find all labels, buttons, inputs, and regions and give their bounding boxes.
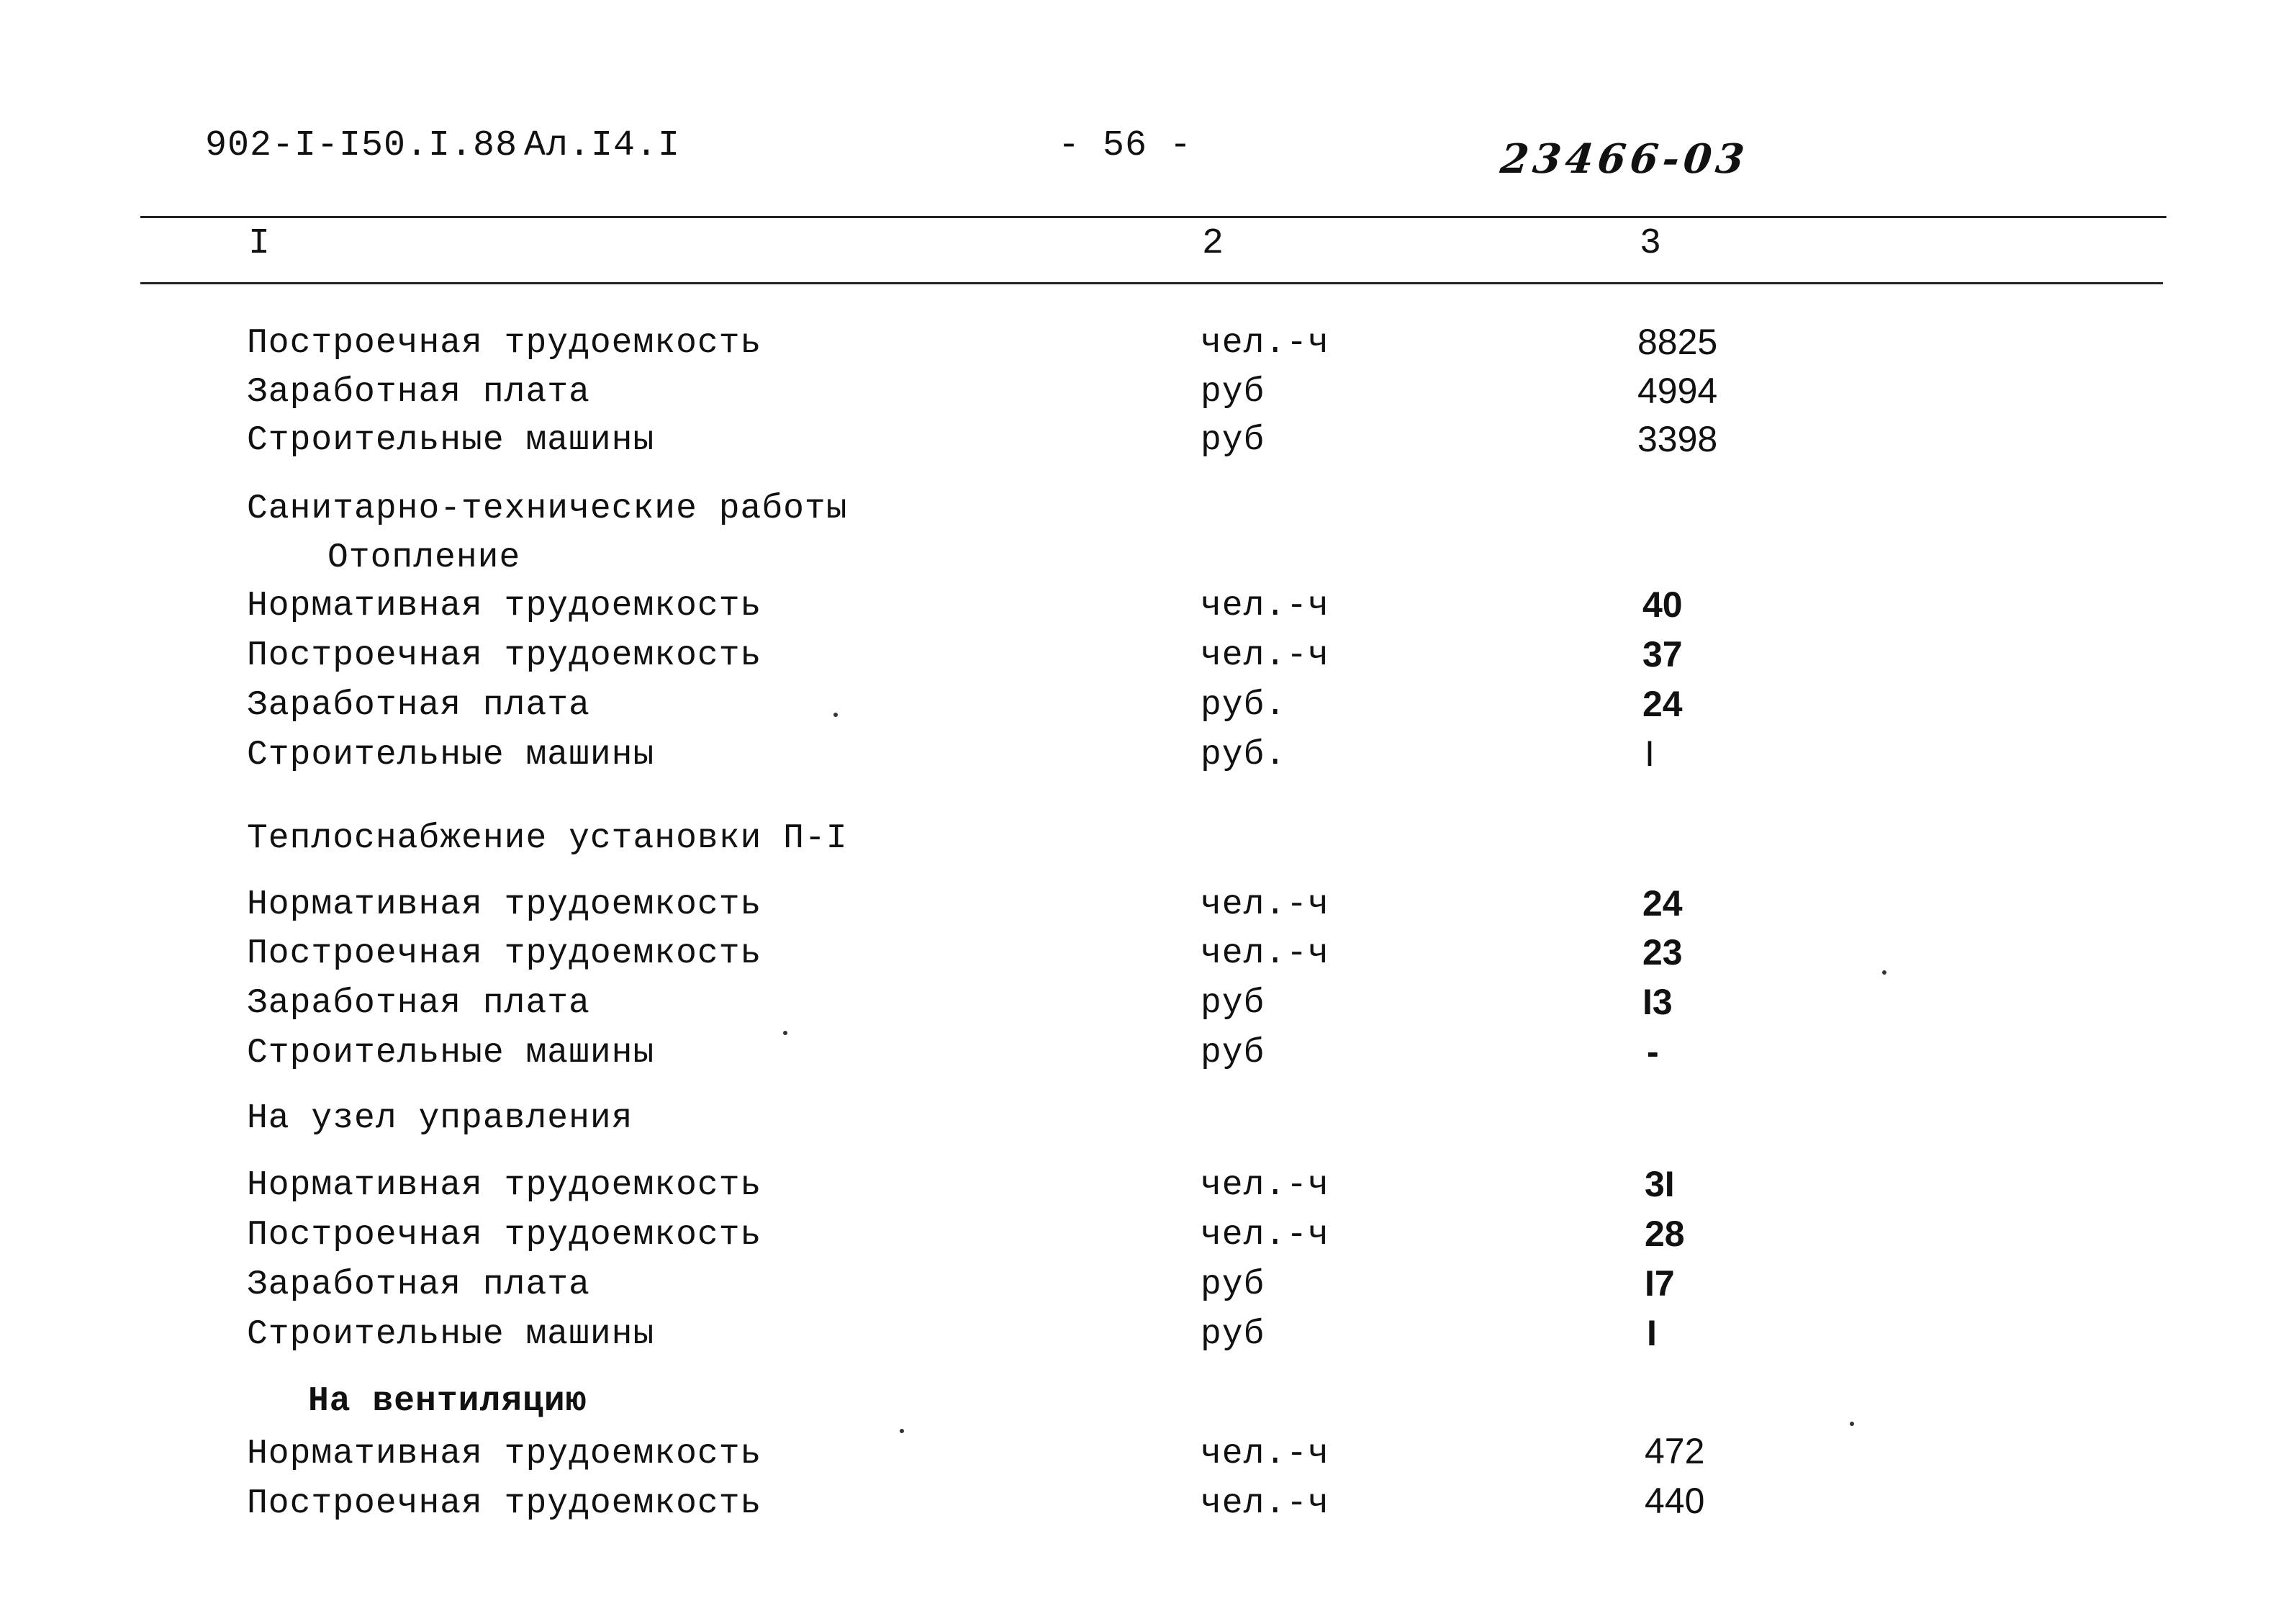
row-unit: чел.-ч bbox=[1201, 1216, 1329, 1255]
row-unit: руб. bbox=[1201, 686, 1287, 725]
row-value: I3 bbox=[1642, 982, 1673, 1022]
scan-speck bbox=[1882, 970, 1886, 975]
row-unit: руб bbox=[1201, 1034, 1265, 1073]
row-label: Строительные машины bbox=[247, 736, 655, 775]
row-unit: руб bbox=[1201, 373, 1265, 412]
section-heading: На узел управления bbox=[247, 1099, 633, 1138]
row-label: Построечная трудоемкость bbox=[247, 1216, 762, 1255]
row-label: Нормативная трудоемкость bbox=[247, 1166, 762, 1205]
row-unit: чел.-ч bbox=[1201, 636, 1329, 675]
scan-speck bbox=[1850, 1422, 1854, 1426]
row-value: 37 bbox=[1642, 634, 1683, 674]
row-label: Нормативная трудоемкость bbox=[247, 885, 762, 924]
row-label: Заработная плата bbox=[247, 373, 590, 412]
row-value: 4994 bbox=[1637, 371, 1718, 411]
row-value: 8825 bbox=[1637, 322, 1718, 362]
row-unit: руб bbox=[1201, 1265, 1265, 1304]
row-value: 24 bbox=[1642, 883, 1683, 924]
row-value: 440 bbox=[1645, 1481, 1705, 1521]
row-label: Нормативная трудоемкость bbox=[247, 587, 762, 626]
row-value: 23 bbox=[1642, 932, 1683, 972]
row-unit: чел.-ч bbox=[1201, 587, 1329, 626]
row-unit: руб bbox=[1201, 421, 1265, 460]
document-code: 902-I-I50.I.88 bbox=[205, 125, 518, 166]
page-number: - 56 - bbox=[1058, 125, 1193, 166]
row-value: - bbox=[1647, 1032, 1659, 1072]
row-label: Строительные машины bbox=[247, 1034, 655, 1073]
row-value: I bbox=[1647, 1313, 1657, 1353]
row-label: Строительные машины bbox=[247, 421, 655, 460]
section-heading: На вентиляцию bbox=[308, 1382, 587, 1421]
row-value: 24 bbox=[1642, 684, 1683, 724]
row-value: I bbox=[1645, 733, 1655, 774]
scan-speck bbox=[783, 1031, 787, 1035]
top-rule bbox=[140, 216, 2166, 218]
row-label: Построечная трудоемкость bbox=[247, 934, 762, 973]
column-header-1: I bbox=[248, 223, 271, 264]
row-unit: чел.-ч bbox=[1201, 1484, 1329, 1523]
header-bottom-rule bbox=[140, 282, 2163, 284]
row-label: Построечная трудоемкость bbox=[247, 1484, 762, 1523]
row-label: Заработная плата bbox=[247, 984, 590, 1023]
row-label: Заработная плата bbox=[247, 686, 590, 725]
section-heading: Теплоснабжение установки П-I bbox=[247, 819, 848, 858]
row-value: 28 bbox=[1645, 1214, 1685, 1254]
row-value: 472 bbox=[1645, 1431, 1705, 1471]
row-value: I7 bbox=[1645, 1263, 1675, 1304]
row-unit: руб bbox=[1201, 984, 1265, 1023]
row-unit: чел.-ч bbox=[1201, 1435, 1329, 1473]
row-unit: руб. bbox=[1201, 736, 1287, 775]
row-label: Построечная трудоемкость bbox=[247, 636, 762, 675]
row-label: Построечная трудоемкость bbox=[247, 324, 762, 363]
row-label: Заработная плата bbox=[247, 1265, 590, 1304]
column-header-2: 2 bbox=[1202, 223, 1224, 264]
row-unit: чел.-ч bbox=[1201, 324, 1329, 363]
scan-speck bbox=[900, 1429, 904, 1433]
scan-speck bbox=[833, 713, 838, 717]
row-value: 40 bbox=[1642, 584, 1683, 625]
inventory-number: 23466-03 bbox=[1498, 135, 1751, 183]
column-header-3: 3 bbox=[1640, 223, 1662, 264]
row-value: 3398 bbox=[1637, 419, 1718, 459]
sheet-number: Ал.I4.I bbox=[524, 125, 681, 166]
row-unit: руб bbox=[1201, 1315, 1265, 1354]
row-label: Строительные машины bbox=[247, 1315, 655, 1354]
row-label: Нормативная трудоемкость bbox=[247, 1435, 762, 1473]
subsection-heading: Отопление bbox=[327, 538, 521, 577]
row-value: 3I bbox=[1645, 1164, 1675, 1204]
row-unit: чел.-ч bbox=[1201, 1166, 1329, 1205]
section-heading: Санитарно-технические работы bbox=[247, 489, 848, 528]
row-unit: чел.-ч bbox=[1201, 934, 1329, 973]
row-unit: чел.-ч bbox=[1201, 885, 1329, 924]
